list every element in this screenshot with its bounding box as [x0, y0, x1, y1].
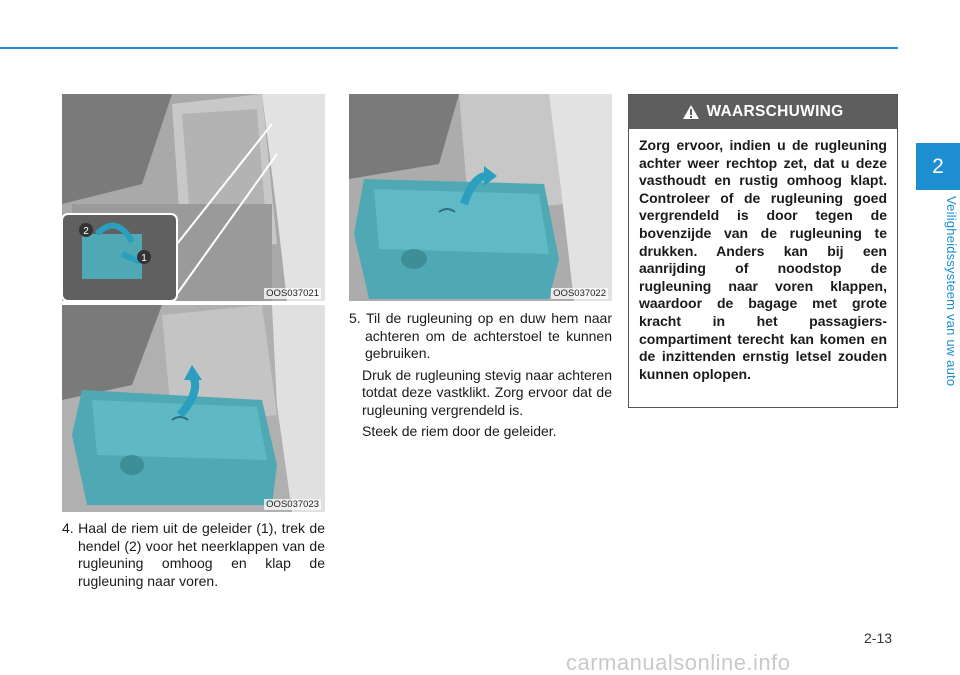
step-4-text: 4. Haal de riem uit de geleider (1), trek de hendel (2) voor het neerklappen van de rugleuning omhoog en klap de rugleuning naar voren. [62, 520, 325, 589]
callout-2: 2 [83, 226, 89, 237]
image-code: OOS037023 [266, 499, 319, 510]
seat-illustration-1 [62, 94, 325, 301]
step-5-para-2: Steek de riem door de geleider. [362, 423, 557, 439]
callout-1: 1 [141, 253, 147, 264]
header-rule [0, 47, 898, 49]
figure-seat-folded [62, 305, 325, 512]
warning-box [628, 94, 898, 408]
watermark: carmanualsonline.info [566, 650, 791, 675]
figure-seatbelt-guide-lever [62, 94, 325, 301]
step-4 [62, 520, 325, 590]
image-code: OOS037021 [266, 288, 319, 299]
step-5 [349, 310, 612, 441]
seat-illustration-2 [62, 305, 325, 512]
step-5-para-1: Druk de rugleuning stevig naar achteren totdat deze vastklikt. Zorg ervoor dat de rugleuning vergrendeld is. [362, 366, 612, 418]
step-5-text: 5. Til de rugleuning op en duw hem naar achteren om de achterstoel te kunnen gebruiken. [349, 310, 612, 361]
figure-seat-raise [349, 94, 612, 301]
page-number: 2-13 [864, 630, 893, 646]
warning-text: Zorg ervoor, indien u de rugleuning achter weer rechtop zet, dat u deze vasthoudt en rustig omhoog klapt. Controleer of de rugleuning goed vergrendeld is door tegen de bovenzijde van de rugleuning te drukken. Anders kan bij een aanrijding of noodstop de rugleuning naar voren klappen, waardoor de bagage met grote kracht in het passagiers-compartiment terecht kan komen en de inzittenden ernstig letsel zouden kunnen oplopen. [639, 137, 887, 382]
chapter-number-tab: 2 [916, 143, 960, 190]
seat-illustration-3 [349, 94, 612, 301]
warning-title: WAARSCHUWING [706, 103, 844, 120]
image-code: OOS037022 [553, 288, 606, 299]
chapter-title: Veiligheidssysteem van uw auto [944, 196, 959, 387]
warning-header [629, 95, 897, 129]
warning-triangle-icon [682, 104, 700, 120]
